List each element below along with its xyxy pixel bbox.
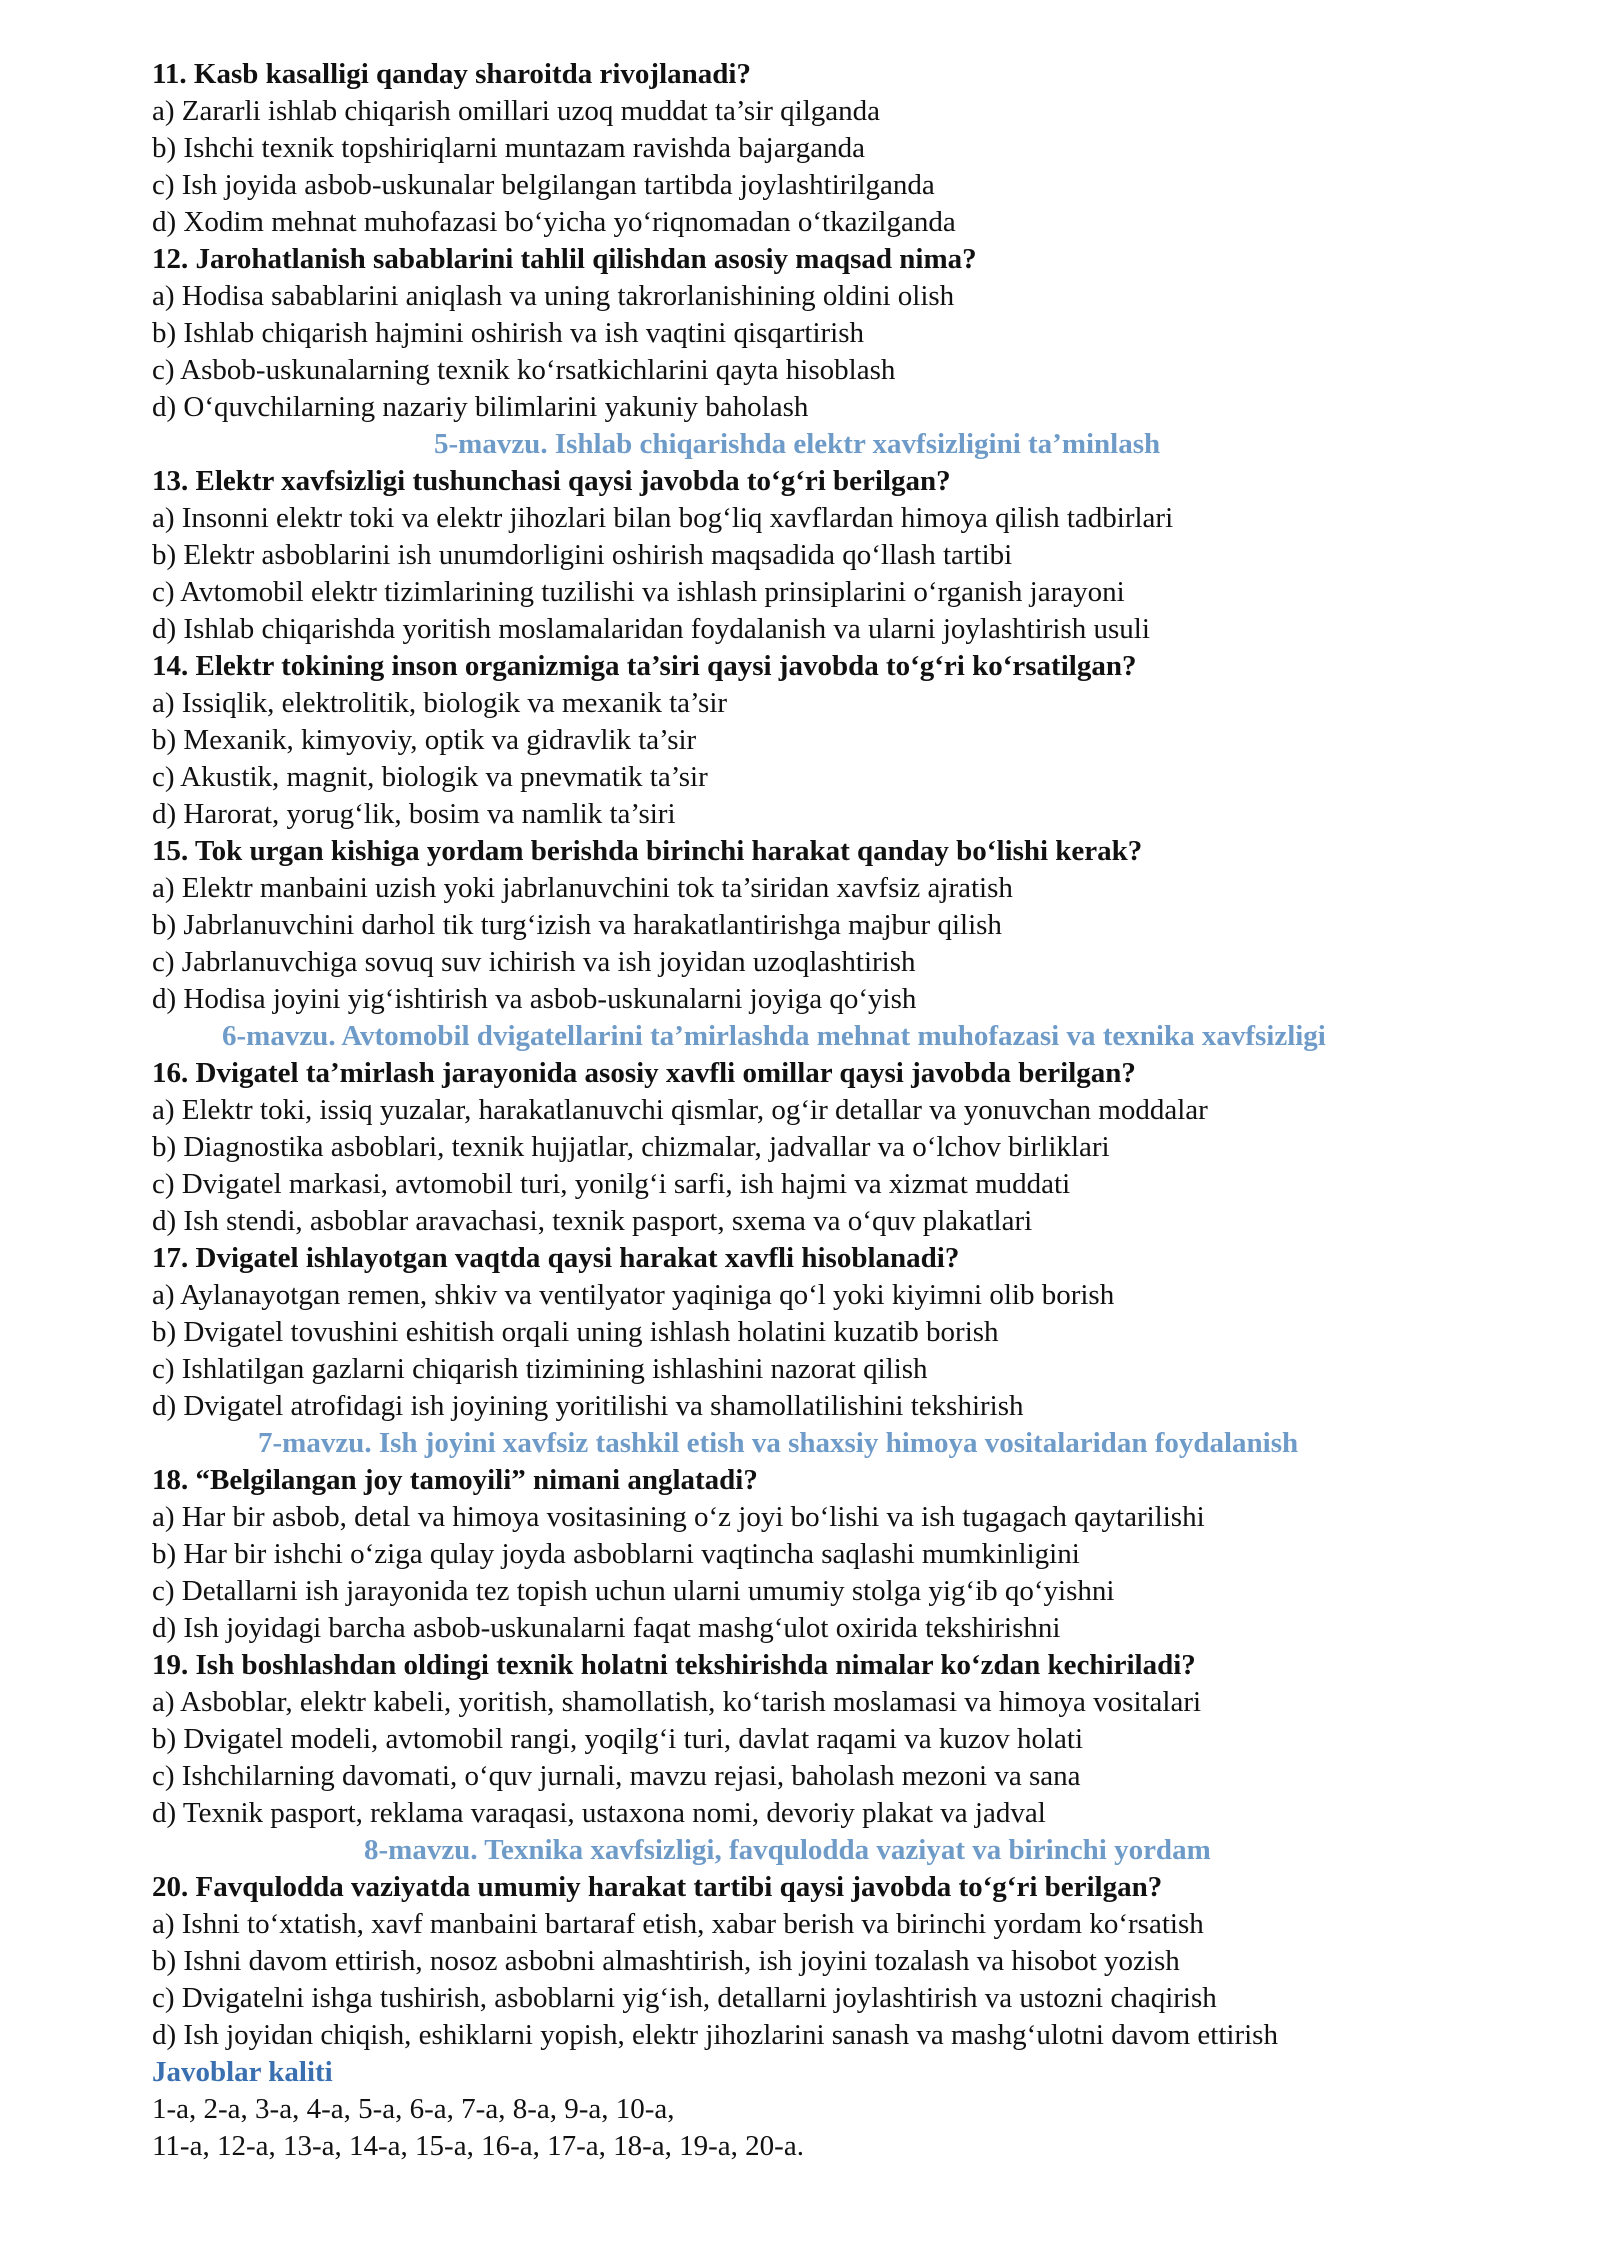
- answer-option: d) Xodim mehnat muhofazasi bo‘yicha yo‘riqnomadan o‘tkazilganda: [152, 206, 956, 238]
- topic-heading: 7-mavzu. Ish joyini xavfsiz tashkil etish va shaxsiy himoya vositalaridan foydalanish: [258, 1427, 1299, 1459]
- answer-option: b) Dvigatel modeli, avtomobil rangi, yoqilg‘i turi, davlat raqami va kuzov holati: [152, 1723, 1084, 1755]
- answer-option: c) Dvigatelni ishga tushirish, asboblarni yig‘ish, detallarni joylashtirish va ustozni chaqirish: [152, 1982, 1217, 2014]
- answer-option: b) Jabrlanuvchini darhol tik turg‘izish va harakatlantirishga majbur qilish: [152, 909, 1002, 941]
- answer-option: d) Ish stendi, asboblar aravachasi, texnik pasport, sxema va o‘quv plakatlari: [152, 1205, 1033, 1237]
- topic-heading: 5-mavzu. Ishlab chiqarishda elektr xavfsizligini ta’minlash: [434, 428, 1161, 460]
- answer-key-title: Javoblar kaliti: [152, 2056, 333, 2088]
- question-text: 18. “Belgilangan joy tamoyili” nimani anglatadi?: [152, 1464, 758, 1496]
- answer-option: d) Ish joyidagi barcha asbob-uskunalarni faqat mashg‘ulot oxirida tekshirishni: [152, 1612, 1061, 1644]
- answer-option: b) Elektr asboblarini ish unumdorligini oshirish maqsadida qo‘llash tartibi: [152, 539, 1013, 571]
- question-text: 20. Favqulodda vaziyatda umumiy harakat tartibi qaysi javobda to‘g‘ri berilgan?: [152, 1871, 1163, 1903]
- answer-option: a) Zararli ishlab chiqarish omillari uzoq muddat ta’sir qilganda: [152, 95, 881, 127]
- answer-option: d) Ish joyidan chiqish, eshiklarni yopish, elektr jihozlarini sanash va mashg‘ulotni davom ettirish: [152, 2019, 1278, 2051]
- question-text: 16. Dvigatel ta’mirlash jarayonida asosiy xavfli omillar qaysi javobda berilgan?: [152, 1057, 1136, 1089]
- question-text: 11. Kasb kasalligi qanday sharoitda rivojlanadi?: [152, 58, 751, 90]
- answer-option: a) Aylanayotgan remen, shkiv va ventilyator yaqiniga qo‘l yoki kiyimni olib borish: [152, 1279, 1115, 1311]
- question-text: 12. Jarohatlanish sabablarini tahlil qilishdan asosiy maqsad nima?: [152, 243, 977, 275]
- answer-option: a) Ishni to‘xtatish, xavf manbaini bartaraf etish, xabar berish va birinchi yordam ko‘rsatish: [152, 1908, 1204, 1940]
- answer-key-line: 11-a, 12-a, 13-a, 14-a, 15-a, 16-a, 17-a, 18-a, 19-a, 20-a.: [152, 2130, 804, 2162]
- answer-option: c) Akustik, magnit, biologik va pnevmatik ta’sir: [152, 761, 708, 793]
- answer-option: d) Hodisa joyini yig‘ishtirish va asbob-uskunalarni joyiga qo‘yish: [152, 983, 917, 1015]
- answer-option: d) O‘quvchilarning nazariy bilimlarini yakuniy baholash: [152, 391, 809, 423]
- answer-option: c) Detallarni ish jarayonida tez topish uchun ularni umumiy stolga yig‘ib qo‘yishni: [152, 1575, 1115, 1607]
- document-page: [152, 56, 1452, 2165]
- answer-option: b) Ishlab chiqarish hajmini oshirish va ish vaqtini qisqartirish: [152, 317, 865, 349]
- answer-option: a) Hodisa sabablarini aniqlash va uning takrorlanishining oldini olish: [152, 280, 955, 312]
- question-text: 15. Tok urgan kishiga yordam berishda birinchi harakat qanday bo‘lishi kerak?: [152, 835, 1143, 867]
- question-text: 19. Ish boshlashdan oldingi texnik holatni tekshirishda nimalar ko‘zdan kechiriladi?: [152, 1649, 1196, 1681]
- answer-option: a) Asboblar, elektr kabeli, yoritish, shamollatish, ko‘tarish moslamasi va himoya vositalari: [152, 1686, 1202, 1718]
- answer-option: b) Ishchi texnik topshiriqlarni muntazam ravishda bajarganda: [152, 132, 865, 164]
- question-text: 14. Elektr tokining inson organizmiga ta’siri qaysi javobda to‘g‘ri ko‘rsatilgan?: [152, 650, 1137, 682]
- question-text: 17. Dvigatel ishlayotgan vaqtda qaysi harakat xavfli hisoblanadi?: [152, 1242, 960, 1274]
- question-text: 13. Elektr xavfsizligi tushunchasi qaysi javobda to‘g‘ri berilgan?: [152, 465, 951, 497]
- answer-option: c) Dvigatel markasi, avtomobil turi, yonilg‘i sarfi, ish hajmi va xizmat muddati: [152, 1168, 1071, 1200]
- answer-option: b) Har bir ishchi o‘ziga qulay joyda asboblarni vaqtincha saqlashi mumkinligini: [152, 1538, 1080, 1570]
- answer-option: c) Ish joyida asbob-uskunalar belgilangan tartibda joylashtirilganda: [152, 169, 935, 201]
- answer-option: b) Mexanik, kimyoviy, optik va gidravlik ta’sir: [152, 724, 697, 756]
- answer-option: a) Issiqlik, elektrolitik, biologik va mexanik ta’sir: [152, 687, 728, 719]
- answer-option: c) Ishlatilgan gazlarni chiqarish tizimining ishlashini nazorat qilish: [152, 1353, 928, 1385]
- answer-option: d) Dvigatel atrofidagi ish joyining yoritilishi va shamollatilishini tekshirish: [152, 1390, 1024, 1422]
- topic-heading: 6-mavzu. Avtomobil dvigatellarini ta’mirlashda mehnat muhofazasi va texnika xavfsizligi: [222, 1020, 1326, 1052]
- topic-heading: 8-mavzu. Texnika xavfsizligi, favqulodda vaziyat va birinchi yordam: [364, 1834, 1211, 1866]
- answer-option: d) Texnik pasport, reklama varaqasi, ustaxona nomi, devoriy plakat va jadval: [152, 1797, 1046, 1829]
- answer-option: c) Jabrlanuvchiga sovuq suv ichirish va ish joyidan uzoqlashtirish: [152, 946, 916, 978]
- answer-option: c) Avtomobil elektr tizimlarining tuzilishi va ishlash prinsiplarini o‘rganish jarayoni: [152, 576, 1125, 608]
- answer-option: d) Ishlab chiqarishda yoritish moslamalaridan foydalanish va ularni joylashtirish usuli: [152, 613, 1150, 645]
- answer-option: b) Ishni davom ettirish, nosoz asbobni almashtirish, ish joyini tozalash va hisobot yozish: [152, 1945, 1180, 1977]
- answer-option: a) Elektr toki, issiq yuzalar, harakatlanuvchi qismlar, og‘ir detallar va yonuvchan moddalar: [152, 1094, 1208, 1126]
- answer-option: a) Insonni elektr toki va elektr jihozlari bilan bog‘liq xavflardan himoya qilish tadbirlari: [152, 502, 1174, 534]
- answer-option: a) Elektr manbaini uzish yoki jabrlanuvchini tok ta’siridan xavfsiz ajratish: [152, 872, 1013, 904]
- answer-option: c) Asbob-uskunalarning texnik ko‘rsatkichlarini qayta hisoblash: [152, 354, 896, 386]
- answer-key-line: 1-a, 2-a, 3-a, 4-a, 5-a, 6-a, 7-a, 8-a, 9-a, 10-a,: [152, 2093, 675, 2125]
- answer-option: b) Dvigatel tovushini eshitish orqali uning ishlash holatini kuzatib borish: [152, 1316, 999, 1348]
- answer-option: d) Harorat, yorug‘lik, bosim va namlik ta’siri: [152, 798, 676, 830]
- answer-option: a) Har bir asbob, detal va himoya vositasining o‘z joyi bo‘lishi va ish tugagach qaytarilishi: [152, 1501, 1205, 1533]
- answer-option: b) Diagnostika asboblari, texnik hujjatlar, chizmalar, jadvallar va o‘lchov birliklari: [152, 1131, 1110, 1163]
- answer-option: c) Ishchilarning davomati, o‘quv jurnali, mavzu rejasi, baholash mezoni va sana: [152, 1760, 1081, 1792]
